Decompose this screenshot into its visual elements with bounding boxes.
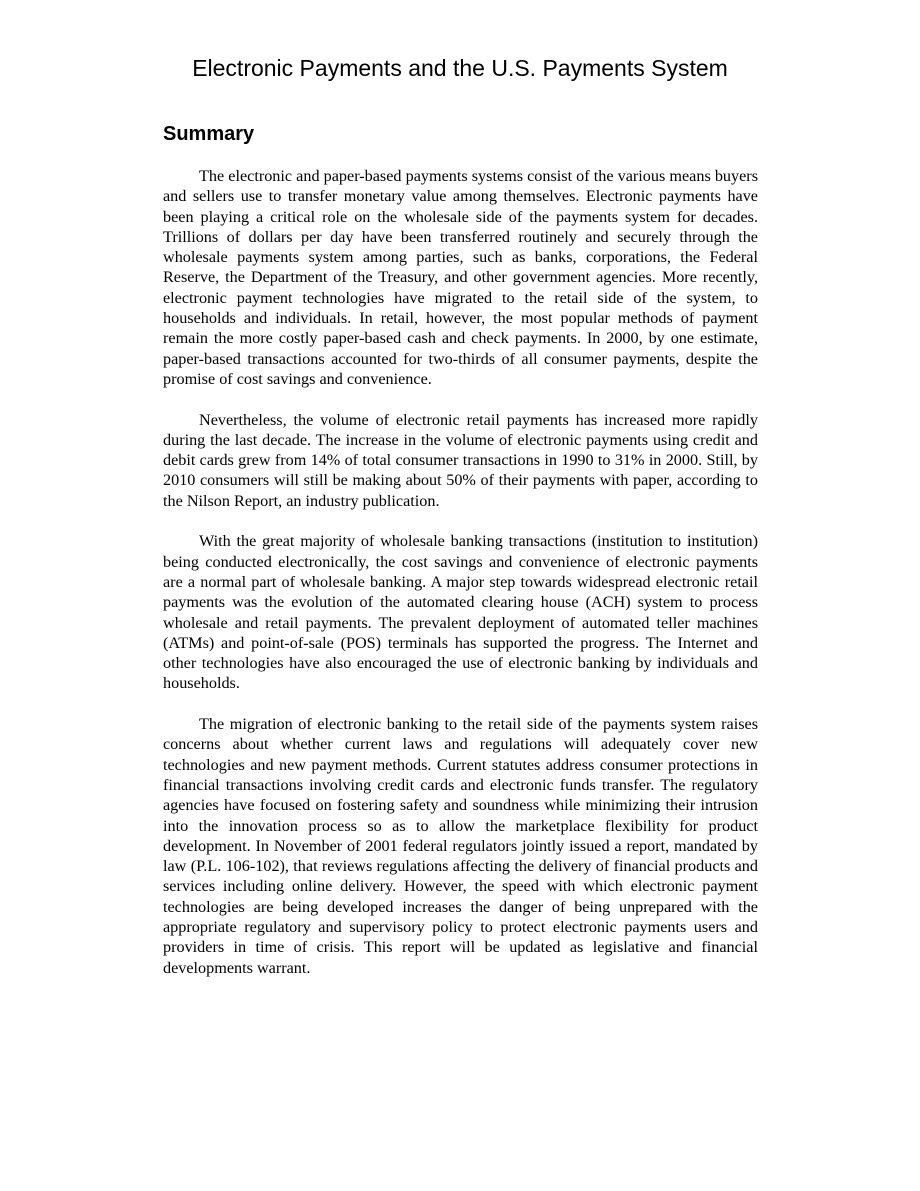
paragraph-1: The electronic and paper-based payments systems consist of the various means buyers and sellers use to transfer monetary value among themselves. Electronic payments have been playing a critical role on the wholesale side of the payments system for decades. Trillions of dollars per day have been transferred routinely and securely through the wholesale payments system among parties, such as banks, corporations, the Federal Reserve, the Department of the Treasury, and other government agencies. More recently, electronic payment technologies have migrated to the retail side of the system, to households and individuals. In retail, however, the most popular methods of payment remain the more costly paper-based cash and check payments. In 2000, by one estimate, paper-based transactions accounted for two-thirds of all consumer payments, despite the promise of cost savings and convenience. <box>163 167 758 388</box>
paragraph-3: With the great majority of wholesale banking transactions (institution to institution) being conducted electronically, the cost savings and convenience of electronic payments are a normal part of wholesale banking. A major step towards widespread electronic retail payments was the evolution of the automated clearing house (ACH) system to process wholesale and retail payments. The prevalent deployment of automated teller machines (ATMs) and point-of-sale (POS) terminals has supported the progress. The Internet and other technologies have also encouraged the use of electronic banking by individuals and households. <box>163 532 758 693</box>
summary-body <box>163 166 758 998</box>
section-heading-summary: Summary <box>163 123 255 145</box>
paragraph-4: The migration of electronic banking to the retail side of the payments system raises concerns about whether current laws and regulations will adequately cover new technologies and new payment methods. Current statutes address consumer protections in financial transactions involving credit cards and electronic funds transfer. The regulatory agencies have focused on fostering safety and soundness while minimizing their intrusion into the innovation process so as to allow the marketplace flexibility for product development. In November of 2001 federal regulators jointly issued a report, mandated by law (P.L. 106-102), that reviews regulations affecting the delivery of financial products and services including online delivery. However, the speed with which electronic payment technologies are being developed increases the danger of being unprepared with the appropriate regulatory and supervisory policy to protect electronic payments users and providers in time of crisis. This report will be updated as legislative and financial developments warrant. <box>163 715 758 977</box>
paragraph-2: Nevertheless, the volume of electronic retail payments has increased more rapidly during the last decade. The increase in the volume of electronic payments using credit and debit cards grew from 14% of total consumer transactions in 1990 to 31% in 2000. Still, by 2010 consumers will still be making about 50% of their payments with paper, according to the Nilson Report, an industry publication. <box>163 410 758 510</box>
document-title: Electronic Payments and the U.S. Payments System <box>192 55 728 81</box>
